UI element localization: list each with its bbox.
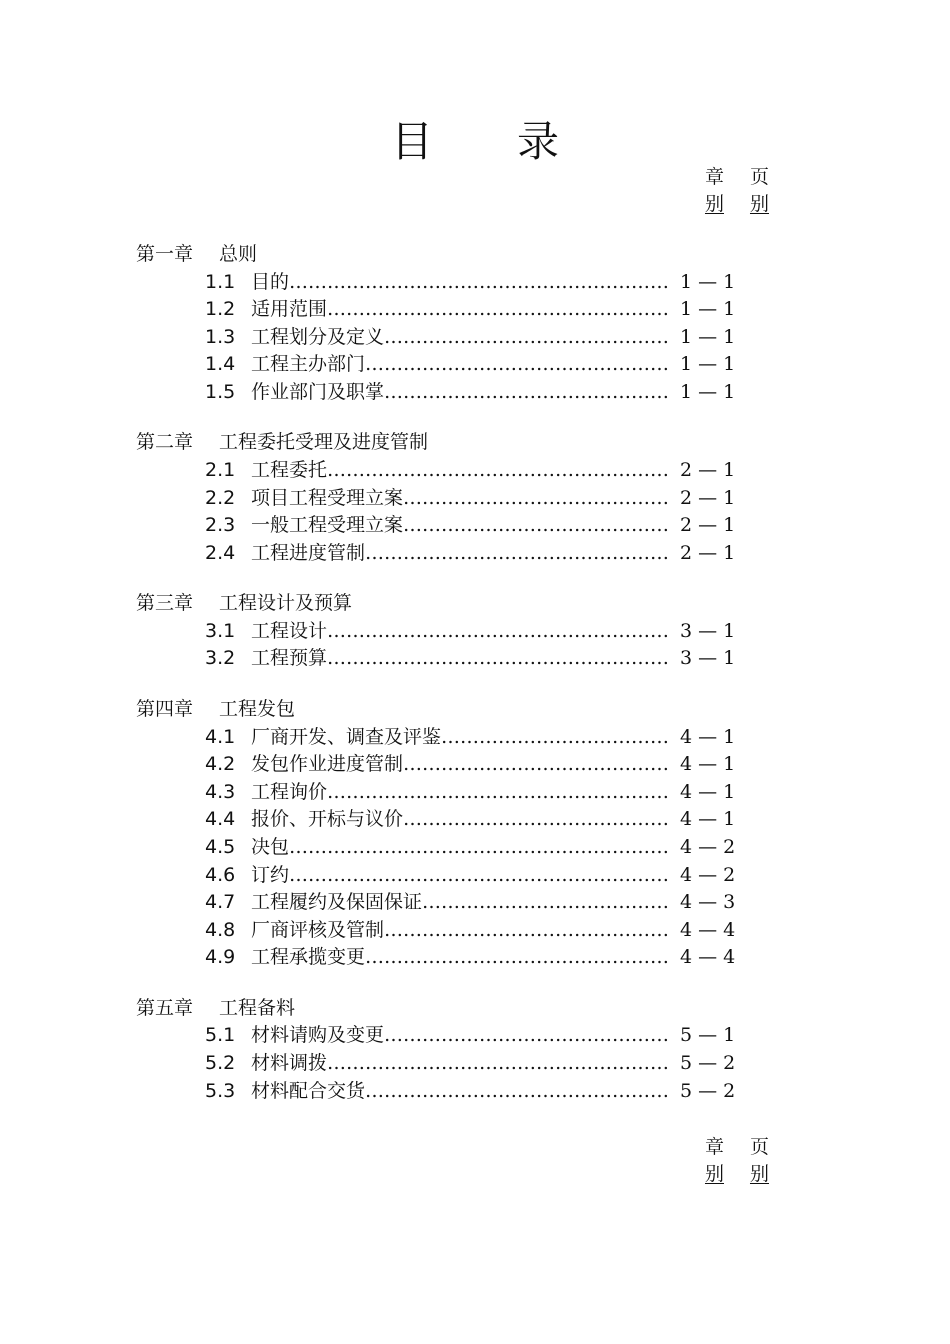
entry-title: 工程承揽变更 [251,946,366,969]
toc-entry[interactable] [136,779,796,807]
entry-page-ref: 1 — 1 [680,325,736,348]
dot-leader [403,751,668,779]
title-char-left: 目 [390,117,433,166]
dot-leader [422,889,668,917]
entry-page-ref: 4 — 1 [680,780,736,803]
entry-number: 5.2 [205,1051,236,1074]
chapter-label: 第三章 [136,592,194,615]
column-header-top [703,164,783,218]
toc-entry[interactable] [136,324,796,352]
toc-entry[interactable] [136,834,796,862]
entry-title: 报价、开标与议价 [251,808,404,831]
toc-entry[interactable] [136,917,796,945]
header-chapter-top: 章 [704,166,724,188]
toc-entry[interactable] [136,457,796,485]
entry-number: 4.6 [205,863,236,886]
dot-leader [327,296,668,324]
chapter-name: 工程设计及预算 [219,592,353,615]
chapter-label: 第五章 [136,996,194,1019]
entry-page-ref: 1 — 1 [680,380,736,403]
entry-number: 2.1 [205,458,236,481]
toc-chapter [136,590,796,673]
entry-number: 2.4 [205,541,236,564]
entry-title: 工程预算 [251,647,328,670]
dot-leader [365,1078,668,1106]
entry-page-ref: 4 — 3 [680,891,736,914]
entry-title: 材料调拨 [251,1051,328,1074]
toc-entry[interactable] [136,724,796,752]
entry-number: 1.3 [205,325,236,348]
entry-title: 适用范围 [251,298,328,321]
entry-page-ref: 5 — 1 [680,1024,736,1047]
entry-title: 材料配合交货 [251,1079,366,1102]
toc-entry[interactable] [136,944,796,972]
footer-chapter-top: 章 [704,1136,724,1158]
toc-chapter [136,241,796,406]
dot-leader [384,1022,668,1050]
dot-leader [365,351,668,379]
entry-number: 2.3 [205,514,236,537]
entry-number: 4.5 [205,835,236,858]
entry-number: 3.1 [205,619,236,642]
entry-number: 4.7 [205,891,236,914]
entry-title: 工程划分及定义 [251,325,385,348]
entry-title: 材料请购及变更 [251,1024,385,1047]
entry-page-ref: 4 — 4 [680,946,736,969]
entry-page-ref: 1 — 1 [680,270,736,293]
chapter-title [136,590,796,618]
entry-number: 4.8 [205,918,236,941]
chapter-title [136,429,796,457]
toc-entry[interactable] [136,379,796,407]
dot-leader [327,645,668,673]
entry-title: 项目工程受理立案 [251,486,404,509]
dot-leader [403,806,668,834]
entry-page-ref: 4 — 1 [680,753,736,776]
footer-chapter-bottom: 别 [704,1163,724,1185]
dot-leader [327,779,668,807]
header-chapter-bottom: 别 [704,193,724,215]
entry-title: 决包 [251,835,290,858]
toc-entry[interactable] [136,889,796,917]
entry-page-ref: 2 — 1 [680,541,736,564]
entry-title: 工程委托 [251,458,328,481]
dot-leader [403,512,668,540]
entry-title: 工程主办部门 [251,353,366,376]
entry-page-ref: 2 — 1 [680,486,736,509]
entry-title: 作业部门及职掌 [251,380,385,403]
entry-page-ref: 4 — 2 [680,863,736,886]
chapter-name: 工程发包 [219,698,296,721]
dot-leader [403,485,668,513]
title-char-right: 录 [517,117,560,166]
dot-leader [289,269,668,297]
toc-entry[interactable] [136,862,796,890]
chapter-title [136,241,796,269]
dot-leader [384,324,668,352]
dot-leader [384,379,668,407]
entry-page-ref: 2 — 1 [680,458,736,481]
entry-number: 4.4 [205,808,236,831]
toc-entry[interactable] [136,540,796,568]
toc-entry[interactable] [136,1022,796,1050]
entry-title: 工程询价 [251,780,328,803]
chapter-name: 工程委托受理及进度管制 [219,431,429,454]
chapter-name: 总则 [219,243,258,265]
entry-title: 工程进度管制 [251,541,366,564]
header-page-top: 页 [749,166,769,188]
entry-page-ref: 5 — 2 [680,1051,736,1074]
entry-page-ref: 4 — 1 [680,725,736,748]
page-title [0,112,950,172]
chapter-title [136,696,796,724]
entry-title: 厂商评核及管制 [251,918,385,941]
chapter-name: 工程备料 [219,996,296,1019]
entry-page-ref: 1 — 1 [680,298,736,321]
dot-leader [289,834,668,862]
entry-number: 1.1 [205,270,236,293]
dot-leader [327,618,668,646]
footer-page-bottom: 别 [749,1163,769,1185]
dot-leader [327,1050,668,1078]
entry-number: 4.9 [205,946,236,969]
entry-page-ref: 3 — 1 [680,647,736,670]
chapter-label: 第四章 [136,698,194,721]
entry-page-ref: 4 — 2 [680,835,736,858]
entry-page-ref: 4 — 1 [680,808,736,831]
toc-entry[interactable] [136,618,796,646]
footer-page-top: 页 [749,1136,769,1158]
entry-page-ref: 3 — 1 [680,619,736,642]
entry-title: 发包作业进度管制 [251,753,404,776]
entry-title: 厂商开发、调查及评鉴 [251,725,442,748]
toc-entry[interactable] [136,269,796,297]
toc-entry[interactable] [136,645,796,673]
toc-entry[interactable] [136,806,796,834]
entry-page-ref: 1 — 1 [680,353,736,376]
entry-page-ref: 4 — 4 [680,918,736,941]
dot-leader [289,862,668,890]
dot-leader [327,457,668,485]
toc-entry[interactable] [136,351,796,379]
toc-entry[interactable] [136,485,796,513]
entry-number: 4.2 [205,753,236,776]
chapter-title [136,995,796,1023]
entry-page-ref: 5 — 2 [680,1079,736,1102]
entry-number: 3.2 [205,647,236,670]
toc-entry[interactable] [136,296,796,324]
header-page-bottom: 别 [749,193,769,215]
entry-title: 一般工程受理立案 [251,514,404,537]
table-of-contents [136,241,796,1128]
dot-leader [441,724,668,752]
entry-number: 5.1 [205,1024,236,1047]
chapter-label: 第一章 [136,243,194,265]
entry-number: 4.3 [205,780,236,803]
entry-number: 4.1 [205,725,236,748]
entry-title: 订约 [251,863,290,886]
toc-entry[interactable] [136,512,796,540]
toc-entry[interactable] [136,1078,796,1106]
column-header-bottom [703,1134,783,1188]
dot-leader [384,917,668,945]
dot-leader [365,540,668,568]
toc-chapter [136,429,796,567]
entry-title: 目的 [251,270,290,293]
chapter-label: 第二章 [136,431,194,454]
entry-number: 1.5 [205,380,236,403]
toc-entry[interactable] [136,1050,796,1078]
toc-chapter [136,995,796,1105]
entry-title: 工程设计 [251,619,328,642]
dot-leader [365,944,668,972]
entry-number: 2.2 [205,486,236,509]
entry-page-ref: 2 — 1 [680,514,736,537]
entry-title: 工程履约及保固保证 [251,891,423,914]
toc-chapter [136,696,796,972]
entry-number: 1.4 [205,353,236,376]
toc-entry[interactable] [136,751,796,779]
entry-number: 1.2 [205,298,236,321]
entry-number: 5.3 [205,1079,236,1102]
